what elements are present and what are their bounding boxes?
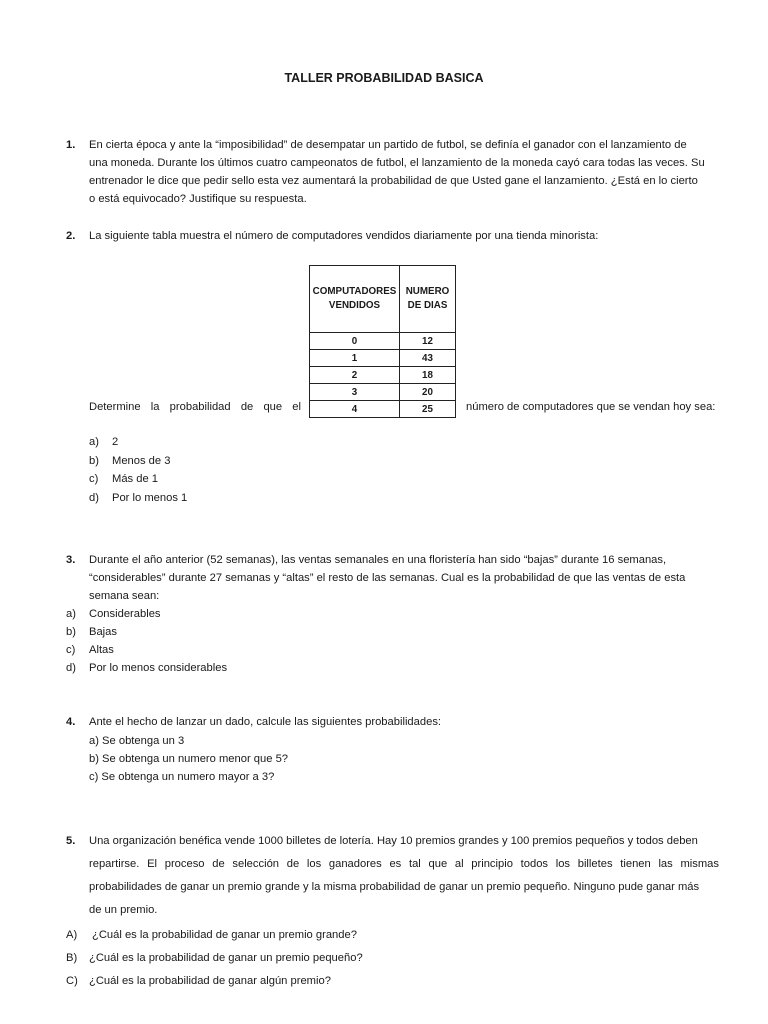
question-5-line: de un premio.	[89, 904, 158, 916]
question-4-line: a) Se obtenga un 3	[89, 735, 185, 747]
option-label: b)	[89, 455, 99, 467]
table-header-computers: COMPUTADORES VENDIDOS	[310, 266, 400, 333]
option-text: 2	[112, 436, 119, 448]
option-text: ¿Cuál es la probabilidad de ganar un premio pequeño?	[89, 952, 363, 964]
sales-table	[309, 265, 456, 418]
question-3-line: “considerables” durante 27 semanas y “altas” el resto de las semanas. Cual es la probabilidad de que las ventas de esta	[89, 572, 686, 584]
question-2-prompt-left: Determine la probabilidad de que el	[89, 401, 301, 413]
question-1-line: o está equivocado? Justifique su respuesta.	[89, 193, 307, 205]
table-cell: 25	[400, 401, 456, 418]
document-title: TALLER PROBABILIDAD BASICA	[284, 71, 484, 85]
question-1-number: 1.	[66, 139, 76, 151]
option-label: a)	[89, 436, 99, 448]
table-cell: 2	[310, 367, 400, 384]
question-5-line: repartirse. El proceso de selección de los ganadores es tal que al principio todos los billetes tienen las mismas	[89, 858, 719, 870]
table-row	[310, 350, 456, 367]
question-4-number: 4.	[66, 716, 76, 728]
option-label: b)	[66, 626, 76, 638]
table-cell: 3	[310, 384, 400, 401]
option-text: Menos de 3	[112, 455, 171, 467]
question-4-line: Ante el hecho de lanzar un dado, calcule las siguientes probabilidades:	[89, 716, 442, 728]
table-cell: 12	[400, 333, 456, 350]
question-4-line: b) Se obtenga un numero menor que 5?	[89, 753, 289, 765]
table-header-days: NUMERO DE DIAS	[400, 266, 456, 333]
option-label: d)	[89, 492, 99, 504]
question-2-prompt-right: número de computadores que se vendan hoy sea:	[466, 401, 716, 413]
option-text: Por lo menos considerables	[89, 662, 228, 674]
question-5-line: probabilidades de ganar un premio grande y la misma probabilidad de ganar un premio pequeño. Ninguno pude ganar más	[89, 881, 700, 893]
question-5-line: Una organización benéfica vende 1000 billetes de lotería. Hay 10 premios grandes y 100 premios pequeños y todos deben	[89, 835, 698, 847]
question-1-line: En cierta época y ante la “imposibilidad” de desempatar un partido de futbol, se definía el ganador con el lanzamiento de	[89, 139, 687, 151]
table-row	[310, 367, 456, 384]
option-text: Bajas	[89, 626, 117, 638]
option-text: Por lo menos 1	[112, 492, 188, 504]
table-cell: 20	[400, 384, 456, 401]
table-cell: 0	[310, 333, 400, 350]
option-text: Altas	[89, 644, 114, 656]
question-3-number: 3.	[66, 554, 76, 566]
table-cell: 18	[400, 367, 456, 384]
table-row	[310, 333, 456, 350]
question-4-line: c) Se obtenga un numero mayor a 3?	[89, 771, 275, 783]
option-label: c)	[66, 644, 76, 656]
option-label: A)	[66, 929, 78, 941]
option-text: Considerables	[89, 608, 161, 620]
table-row	[310, 384, 456, 401]
option-text: ¿Cuál es la probabilidad de ganar algún premio?	[89, 975, 331, 987]
question-2-number: 2.	[66, 230, 76, 242]
question-1-line: una moneda. Durante los últimos cuatro campeonatos de futbol, el lanzamiento de la moneda cayó cara todas las veces. Su	[89, 157, 705, 169]
table-cell: 43	[400, 350, 456, 367]
question-1-line: entrenador le dice que pedir sello esta vez aumentará la probabilidad de que Usted gane el lanzamiento. ¿Está en lo cierto	[89, 175, 698, 187]
question-5-number: 5.	[66, 835, 76, 847]
question-3-line: semana sean:	[89, 590, 160, 602]
option-label: d)	[66, 662, 76, 674]
table-cell: 1	[310, 350, 400, 367]
option-text: ¿Cuál es la probabilidad de ganar un premio grande?	[92, 929, 357, 941]
option-text: Más de 1	[112, 473, 159, 485]
table-row	[310, 401, 456, 418]
question-3-line: Durante el año anterior (52 semanas), las ventas semanales en una floristería han sido “bajas” durante 16 semanas,	[89, 554, 667, 566]
table-cell: 4	[310, 401, 400, 418]
option-label: a)	[66, 608, 76, 620]
question-2-intro: La siguiente tabla muestra el número de computadores vendidos diariamente por una tienda minorista:	[89, 230, 599, 242]
option-label: B)	[66, 952, 78, 964]
option-label: c)	[89, 473, 99, 485]
option-label: C)	[66, 975, 78, 987]
